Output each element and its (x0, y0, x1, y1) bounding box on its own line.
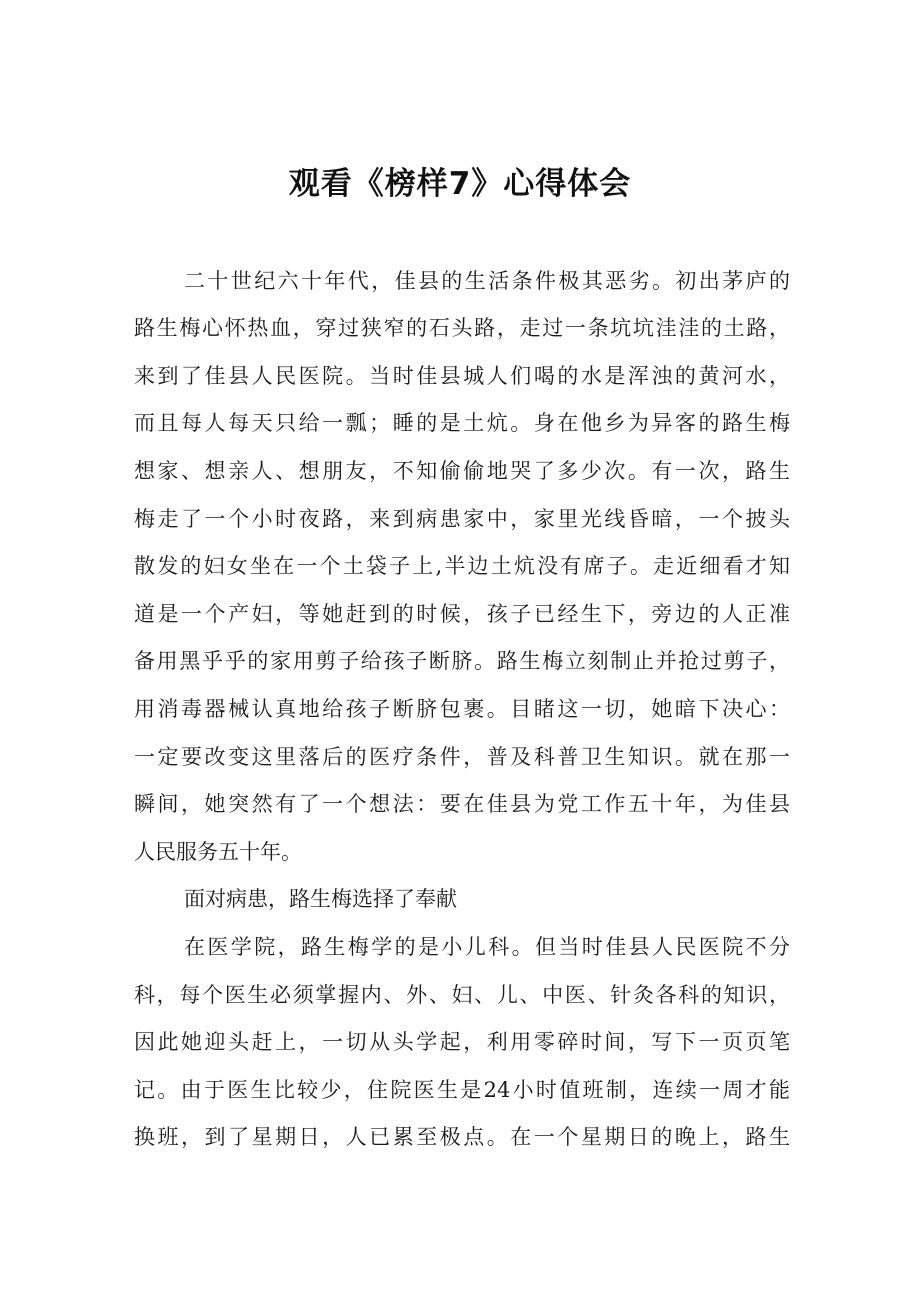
paragraph-line: 人民服务五十年。 (134, 840, 302, 864)
paragraph-line: 想家、想亲人、想朋友，不知偷偷地哭了多少次。有一次，路生 (134, 459, 790, 483)
paragraph-line: 一定要改变这里落后的医疗条件，普及科普卫生知识。就在那一 (134, 745, 790, 769)
paragraph-line: 在医学院，路生梅学的是小儿科。但当时佳县人民医院不分 (184, 935, 790, 959)
section-heading: 面对病患，路生梅选择了奉献 (184, 887, 457, 911)
paragraph-line: 而且每人每天只给一瓢；睡的是土炕。身在他乡为异客的路生梅 (134, 411, 790, 435)
paragraph-line: 二十世纪六十年代，佳县的生活条件极其恶劣。初出茅庐的 (184, 269, 790, 293)
paragraph-line: 记。由于医生比较少，住院医生是24小时值班制，连续一周才能 (134, 1078, 790, 1102)
paragraph-line: 来到了佳县人民医院。当时佳县城人们喝的水是浑浊的黄河水， (134, 364, 790, 388)
paragraph-line: 路生梅心怀热血，穿过狭窄的石头路，走过一条坑坑洼洼的土路， (134, 316, 790, 340)
paragraph-line: 散发的妇女坐在一个土袋子上,半边土炕没有席子。走近细看才知 (134, 554, 790, 578)
paragraph-line: 换班，到了星期日，人已累至极点。在一个星期日的晚上，路生 (134, 1125, 790, 1149)
paragraph-line: 用消毒器械认真地给孩子断脐包裹。目睹这一切，她暗下决心： (134, 697, 790, 721)
paragraph-line: 道是一个产妇，等她赶到的时候，孩子已经生下，旁边的人正准 (134, 602, 790, 626)
paragraph-line: 备用黑乎乎的家用剪子给孩子断脐。路生梅立刻制止并抢过剪子， (134, 649, 790, 673)
document-title: 观看《榜样7》心得体会 (288, 166, 632, 202)
paragraph-line: 梅走了一个小时夜路，来到病患家中，家里光线昏暗，一个披头 (134, 507, 790, 531)
paragraph-line: 瞬间，她突然有了一个想法：要在佳县为党工作五十年，为佳县 (134, 792, 790, 816)
paragraph-line: 科，每个医生必须掌握内、外、妇、儿、中医、针灸各科的知识， (134, 983, 790, 1007)
paragraph-line: 因此她迎头赶上，一切从头学起，利用零碎时间，写下一页页笔 (134, 1030, 790, 1054)
